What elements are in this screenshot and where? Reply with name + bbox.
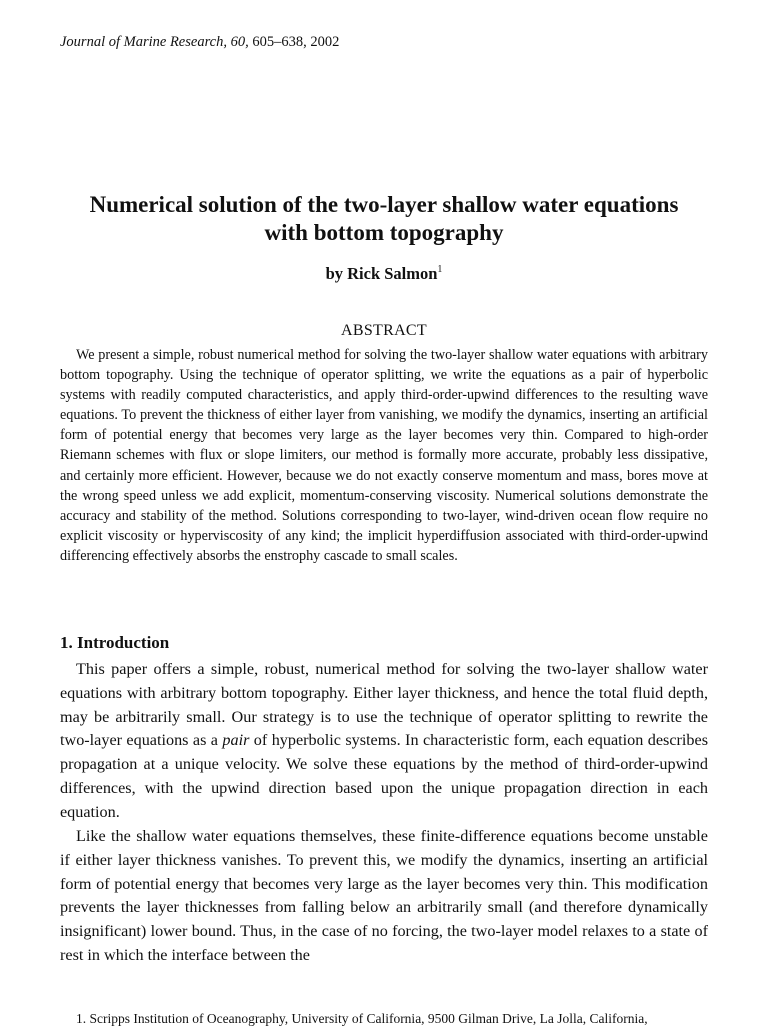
author-line (0, 264, 768, 284)
introduction-paragraph-2: Like the shallow water equations themselves, these finite-difference equations become unstable if either layer thickness vanishes. To prevent this, we modify the dynamics, inserting an artificial form of potential energy that becomes very large as the layer becomes very thin. This modification prevents the layer thicknesses from falling below an arbitrarily small (and therefore dynamically insignificant) lower bound. Thus, in the case of no forcing, the two-layer model relaxes to a state of rest in which the interface between the (60, 827, 708, 964)
italic-emphasis: pair (222, 731, 250, 750)
author-name: by Rick Salmon (325, 264, 438, 283)
paper-title-line-1: Numerical solution of the two-layer shallow water equations (89, 192, 679, 217)
paragraph-text: of hyperbolic systems. In characteristic form, each equation describes propagation at a unique velocity. We solve these equations by the method of third-order-upwind differences, with the upwind direction based upon the unique propagation direction in each equation. (60, 731, 708, 821)
abstract-text: We present a simple, robust numerical method for solving the two-layer shallow water equations with arbitrary bottom topography. Using the technique of operator splitting, we write the equations as a pair of hyperbolic systems with readily computed characteristics, and apply third-order-upwind differences to the resulting wave equations. To prevent the thickness of either layer from vanishing, we modify the dynamics, inserting an artificial form of potential energy that becomes very large as the layer becomes very thin. Compared to high-order Riemann schemes with flux or slope limiters, our method is formally more accurate, probably less dissipative, and certainly more efficient. However, because we do not exactly conserve momentum and mass, bores move at the wrong speed unless we add explicit, momentum-conserving viscosity. Numerical solutions demonstrate the accuracy and stability of the method. Solutions corresponding to two-layer, wind-driven ocean flow require no explicit viscosity or hyperviscosity of any kind; the implicit hyperdiffusion associated with third-order-upwind differencing effectively absorbs the enstrophy cascade to small scales. (60, 347, 708, 564)
paragraph-text: This paper offers a simple, robust, numerical method for solving the two-layer shallow water equations with arbitrary bottom topography. Either layer thickness, and hence the total fluid depth, may be arbitrarily small. Our strategy is to use the technique of operator splitting to rewrite the two-layer equations as a (60, 660, 708, 750)
introduction-paragraph-1 (60, 658, 708, 825)
paper-title (40, 191, 728, 247)
paper-title-line-2: with bottom topography (264, 220, 504, 245)
journal-citation (60, 33, 339, 51)
journal-name: Journal of Marine Research, 60, (60, 34, 249, 50)
journal-volume-pages-year: 605–638, 2002 (248, 34, 340, 50)
author-footnote-mark: 1 (437, 264, 443, 275)
affiliation-footnote: 1. Scripps Institution of Oceanography, University of California, 9500 Gilman Drive, La Jolla, California, (76, 1011, 648, 1026)
abstract-heading: ABSTRACT (341, 322, 427, 339)
section-heading-introduction: 1. Introduction (60, 633, 170, 652)
